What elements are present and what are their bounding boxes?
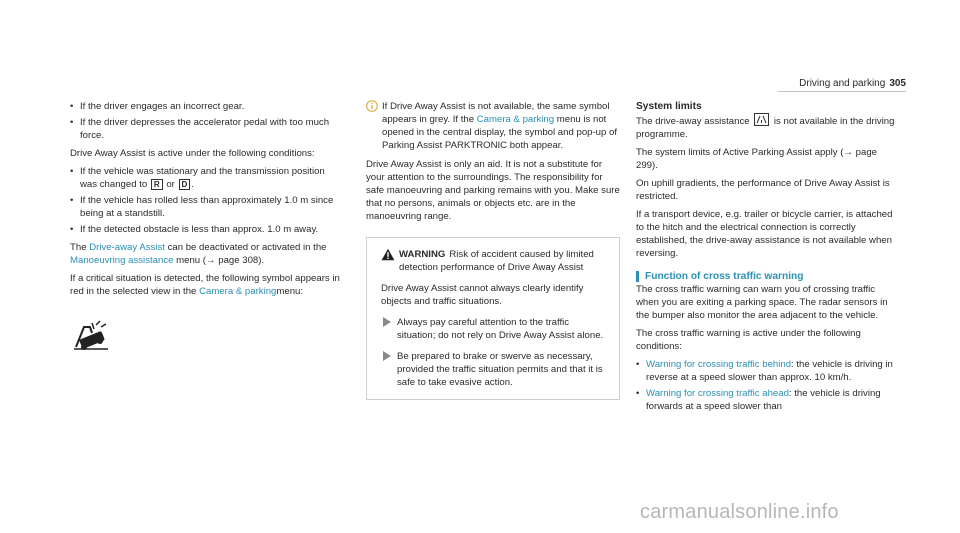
paragraph-active-conditions: Drive Away Assist is active under the following conditions: (70, 148, 315, 159)
paragraph: The cross traffic warning can warn you of crossing traffic when you are exiting a parking space. The radar sensors in the bumper also monitor the area adjacent to the vehicle. (636, 284, 888, 321)
list-item: • If the driver engages an incorrect gear. (70, 100, 340, 113)
header-rule (778, 91, 906, 92)
column-middle (366, 100, 620, 400)
warning-item (381, 316, 609, 342)
link-manoeuvring-assistance[interactable]: Manoeuvring assistance (70, 255, 174, 266)
paragraph: If a transport device, e.g. trailer or bicycle carrier, is attached to the hitch and the electrical connection is correctly established, the drive-away assistance is not available when reversing. (636, 209, 893, 259)
page-number: 305 (889, 78, 906, 89)
heading-cross-traffic: Function of cross traffic warning (636, 270, 898, 283)
warning-item (381, 350, 609, 389)
paragraph-deactivation (70, 241, 340, 267)
arrow-right-icon (383, 317, 391, 327)
paragraph: The cross traffic warning is active under the following conditions: (636, 328, 861, 352)
text: is not available in the driving programme. (636, 116, 895, 140)
text: Always pay careful attention to the traffic situation; do not rely on Drive Away Assist alone. (397, 317, 604, 341)
list-item (636, 358, 898, 384)
text: menu (→ page 308). (173, 255, 265, 266)
text: If a critical situation is detected, the following symbol appears in red in the selected view in the (70, 273, 340, 297)
text: . (191, 179, 194, 190)
warning-label: WARNING (399, 249, 446, 260)
paragraph-system-limits (636, 113, 898, 141)
gear-key-d: D (179, 179, 191, 190)
warning-body: Drive Away Assist cannot always clearly identify objects and traffic situations. (381, 283, 584, 307)
heading-system-limits: System limits (636, 101, 702, 112)
watermark: carmanualsonline.info (640, 501, 839, 523)
info-icon (366, 100, 378, 112)
text: : the vehicle is driving forwards at a speed slower than (646, 388, 881, 412)
link-drive-away-assist[interactable]: Drive-away Assist (89, 242, 165, 253)
text: : the vehicle is driving in reverse at a speed slower than approx. 10 km/h. (646, 359, 893, 383)
link-crossing-behind[interactable]: Warning for crossing traffic behind (646, 359, 792, 370)
text: Be prepared to brake or swerve as necessary, provided the traffic situation permits and that it is safe to take evasive action. (397, 351, 603, 388)
paragraph-aid: Drive Away Assist is only an aid. It is not a substitute for your attention to the surroundings. The responsibility for safe manoeuvring and parking remains with you. Make sure that no persons, animals or objects etc. are in the manoeuvring range. (366, 159, 620, 222)
text: The (70, 242, 90, 253)
link-crossing-ahead[interactable]: Warning for crossing traffic ahead (646, 388, 789, 399)
text: The drive-away assistance (636, 116, 753, 127)
column-right (636, 100, 898, 418)
paragraph: The system limits of Active Parking Assist apply (→ page 299). (636, 147, 878, 171)
info-note (366, 100, 620, 152)
text: If Drive Away Assist is not available, the same symbol appears in grey. If the (382, 101, 610, 125)
bullet-list-top (70, 100, 340, 142)
text: menu is not opened in the central display, the symbol and pop-up of Parking Assist PARKTRONIC both appear. (382, 114, 618, 151)
gear-key-r: R (151, 179, 163, 190)
list-item (636, 387, 898, 413)
car-collision-icon (70, 317, 112, 353)
list-item: • If the driver depresses the accelerator pedal with too much force. (70, 116, 340, 142)
warning-triangle-icon (381, 248, 395, 261)
paragraph-critical (70, 272, 340, 298)
list-item: • If the vehicle has rolled less than approximately 1.0 m since being at a standstill. (70, 194, 340, 220)
cross-traffic-list (636, 358, 898, 413)
text: menu: (276, 286, 304, 297)
paragraph: On uphill gradients, the performance of Drive Away Assist is restricted. (636, 178, 890, 202)
warning-heading (381, 248, 609, 274)
warning-box (366, 237, 620, 400)
text: If the vehicle was stationary and the transmission position was changed to (80, 166, 325, 190)
list-item: • If the detected obstacle is less than approx. 1.0 m away. (70, 223, 340, 236)
text: can be deactivated or activated in the (164, 242, 327, 253)
link-camera-parking-note[interactable]: Camera & parking (476, 114, 555, 125)
text: or (163, 179, 178, 190)
list-item (70, 165, 340, 191)
section-title: Driving and parking (799, 78, 886, 89)
arrow-right-icon (383, 351, 391, 361)
warning-head-text: Risk of accident caused by limited detection performance of Drive Away Assist (399, 249, 594, 273)
conditions-list (70, 165, 340, 236)
link-camera-parking[interactable]: Camera & parking (199, 286, 277, 297)
drive-away-assist-icon (754, 113, 769, 126)
column-left (70, 100, 340, 357)
page-header (764, 77, 906, 90)
